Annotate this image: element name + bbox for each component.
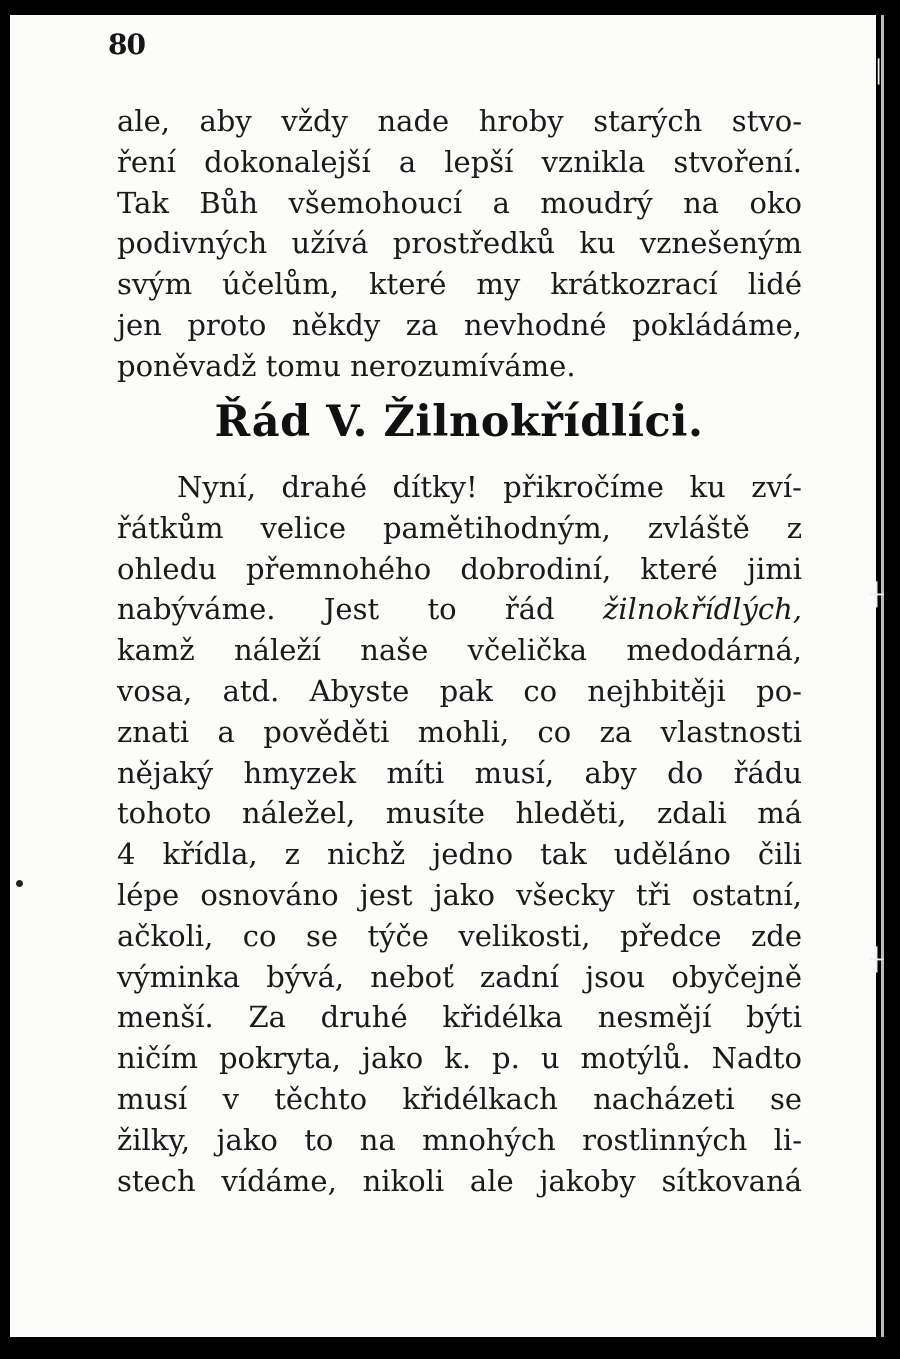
text-line: žilky, jako to na mnohých rostlinných li- (117, 1122, 802, 1157)
text-line: ohledu přemnohého dobrodiní, které jimi (117, 551, 802, 586)
text-line: svým účelům, které my krátkozrací lidé (117, 267, 802, 302)
text-line (117, 589, 802, 630)
text-line: 4 křídla, z nichž jedno tak uděláno čili (117, 837, 802, 872)
edge-mark-lower: ┼ (870, 948, 884, 973)
text-line: výminka bývá, neboť zadní jsou obyčejně (117, 959, 802, 994)
text-line: řátkům velice pamětihodným, zvláště z (117, 510, 802, 545)
paragraph-1 (117, 101, 802, 387)
text-line: tohoto náležel, musíte hleděti, zdali má (117, 796, 802, 831)
text-line: znati a pověděti mohli, co za vlastnosti (117, 714, 802, 749)
text-line: vosa, atd. Abyste pak co nejhbitěji po- (117, 673, 802, 708)
paragraph-2 (117, 467, 802, 1201)
page-edge-rule (881, 15, 884, 1337)
text-line: Nyní, drahé dítky! přikročíme ku zví- (177, 470, 802, 504)
text-line: kamž náleží naše včelička medodárná, (117, 633, 802, 668)
text-fragment: nabýváme. Jest to řád (117, 592, 603, 627)
margin-dot (16, 880, 23, 887)
text-line: stech vídáme, nikoli ale jakoby sítkovaná (117, 1163, 802, 1198)
page-number: 80 (108, 28, 145, 61)
text-line: Tak Bůh všemohoucí a moudrý na oko (117, 185, 802, 220)
text-line: menší. Za druhé křidélka nesmějí býti (117, 1000, 802, 1035)
italic-term: žilnokřídlých, (602, 592, 802, 627)
text-line: poněvadž tomu nerozumíváme. (117, 348, 576, 383)
section-heading: Řád V. Žilnokřídlíci. (214, 397, 704, 447)
text-line: ačkoli, co se týče velikosti, předce zde (117, 918, 802, 953)
text-line: jen proto někdy za nevhodné pokládáme, (117, 307, 802, 342)
text-line: ale, aby vždy nade hroby starých stvo- (117, 104, 802, 138)
text-line: lépe osnováno jest jako všecky tři ostatní, (117, 877, 802, 912)
text-line: musí v těchto křidélkach nacházeti se (117, 1081, 802, 1116)
edge-mark-middle: ┼ (870, 583, 884, 608)
text-line: ření dokonalejší a lepší vznikla stvoření. (117, 144, 802, 179)
edge-mark-top: │ (872, 60, 886, 85)
text-line: ničím pokryta, jako k. p. u motýlů. Nadto (117, 1041, 802, 1076)
text-line: nějaký hmyzek míti musí, aby do řádu (117, 755, 802, 790)
text-line: podivných užívá prostředků ku vznešeným (117, 226, 802, 261)
